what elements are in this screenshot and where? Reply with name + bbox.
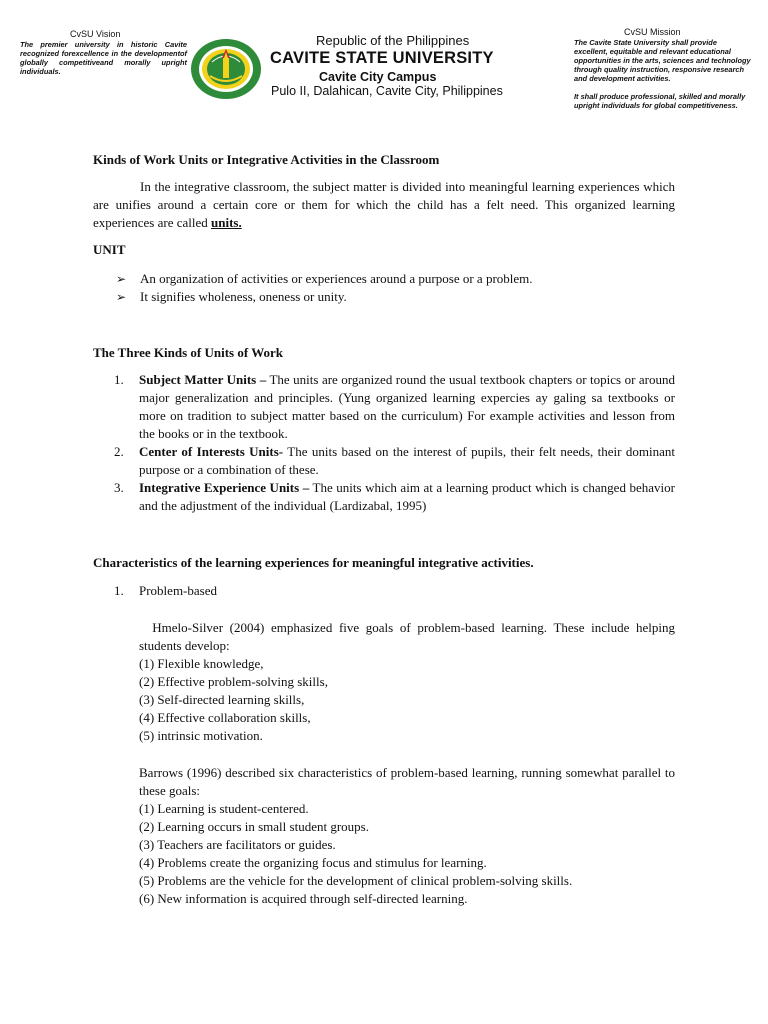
- list-item: (3) Self-directed learning skills,: [139, 692, 305, 707]
- list-item: (3) Teachers are facilitators or guides.: [139, 837, 336, 852]
- list-item: [116, 288, 676, 306]
- kind-term: Center of Interests Units-: [139, 444, 284, 459]
- hmelo-intro: [139, 619, 675, 655]
- mission-statement: [574, 38, 752, 119]
- list-item: (6) New information is acquired through self-directed learning.: [139, 891, 468, 906]
- list-item: (5) Problems are the vehicle for the development of clinical problem-solving skills.: [139, 873, 573, 888]
- item-number: 3.: [114, 480, 124, 495]
- list-item: [114, 371, 675, 443]
- kinds-list: [114, 371, 675, 515]
- kind-term: Integrative Experience Units –: [139, 480, 310, 495]
- list-item: (2) Effective problem-solving skills,: [139, 674, 328, 689]
- intro-text: In the integrative classroom, the subject matter is divided into meaningful learning experiences which are unifies around a certain core or them for which the child has a felt need. This organized learning experiences are called: [93, 179, 675, 230]
- item-number: 1.: [114, 583, 124, 598]
- list-item: (4) Effective collaboration skills,: [139, 710, 311, 725]
- list-item: (4) Problems create the organizing focus and stimulus for learning.: [139, 855, 487, 870]
- unit-bullet-list: [116, 270, 676, 306]
- bullet-text: An organization of activities or experiences around a purpose or a problem.: [140, 271, 533, 286]
- kind-description: The units which aim at a learning product which is changed behavior and the adjustment of the individual (Lardizabal, 1995): [139, 480, 675, 513]
- list-item: (1) Flexible knowledge,: [139, 656, 264, 671]
- mission-paragraph: The Cavite State University shall provide excellent, equitable and relevant educational opportunities in the arts, sciences and technology through quality instruction, responsive research and development activities.: [574, 38, 751, 83]
- unit-heading: UNIT: [93, 242, 126, 257]
- campus-name: Cavite City Campus: [319, 70, 437, 84]
- mission-paragraph: It shall produce professional, skilled and morally upright individuals for global competitiveness.: [574, 92, 746, 110]
- bullet-text: It signifies wholeness, oneness or unity.: [140, 289, 347, 304]
- list-item: [116, 270, 676, 288]
- item-number: 2.: [114, 444, 124, 459]
- mission-title: CvSU Mission: [624, 27, 681, 37]
- list-item: (1) Learning is student-centered.: [139, 801, 309, 816]
- intro-keyword: units.: [211, 215, 242, 230]
- vision-title: CvSU Vision: [70, 29, 121, 39]
- list-item: (5) intrinsic motivation.: [139, 728, 263, 743]
- kind-description: The units are organized round the usual textbook chapters or topics or around major generalization and principles. (Yung organized learning expercies ay galing sa textbooks or more on tradition to subject matter based on the curriculum) For example activities and lesson from the books or in the textbook.: [139, 372, 675, 441]
- republic-line: Republic of the Philippines: [316, 33, 470, 48]
- barrows-intro: Barrows (1996) described six characteristics of problem-based learning, running somewhat parallel to these goals:: [139, 765, 675, 798]
- arrow-bullet-icon: ➢: [116, 272, 127, 286]
- kind-description: The units based on the interest of pupils, their felt needs, their dominant purpose or a combination of these.: [139, 444, 675, 477]
- university-seal-logo: [190, 38, 262, 100]
- campus-address: Pulo II, Dalahican, Cavite City, Philippines: [271, 84, 503, 98]
- three-kinds-heading: The Three Kinds of Units of Work: [93, 345, 283, 360]
- hmelo-silver-block: [139, 619, 675, 745]
- list-item: [114, 443, 675, 479]
- intro-paragraph: [93, 178, 675, 232]
- university-name: CAVITE STATE UNIVERSITY: [270, 49, 494, 67]
- hmelo-intro-text: Hmelo-Silver (2004) emphasized five goals of problem-based learning. These include helping students develop:: [139, 620, 676, 653]
- barrows-block: [139, 764, 675, 908]
- list-item: (2) Learning occurs in small student groups.: [139, 819, 369, 834]
- arrow-bullet-icon: ➢: [116, 290, 127, 304]
- characteristics-list: [114, 582, 675, 600]
- document-title: Kinds of Work Units or Integrative Activities in the Classroom: [93, 152, 440, 167]
- characteristics-heading: Characteristics of the learning experiences for meaningful integrative activities.: [93, 555, 534, 570]
- kind-term: Subject Matter Units –: [139, 372, 267, 387]
- list-item: [114, 582, 675, 600]
- characteristic-label: Problem-based: [139, 583, 217, 598]
- item-number: 1.: [114, 372, 124, 387]
- vision-statement: The premier university in historic Cavite recognized forexcellence in the developmentof globally competitiveand morally upright individuals.: [20, 40, 187, 76]
- list-item: [114, 479, 675, 515]
